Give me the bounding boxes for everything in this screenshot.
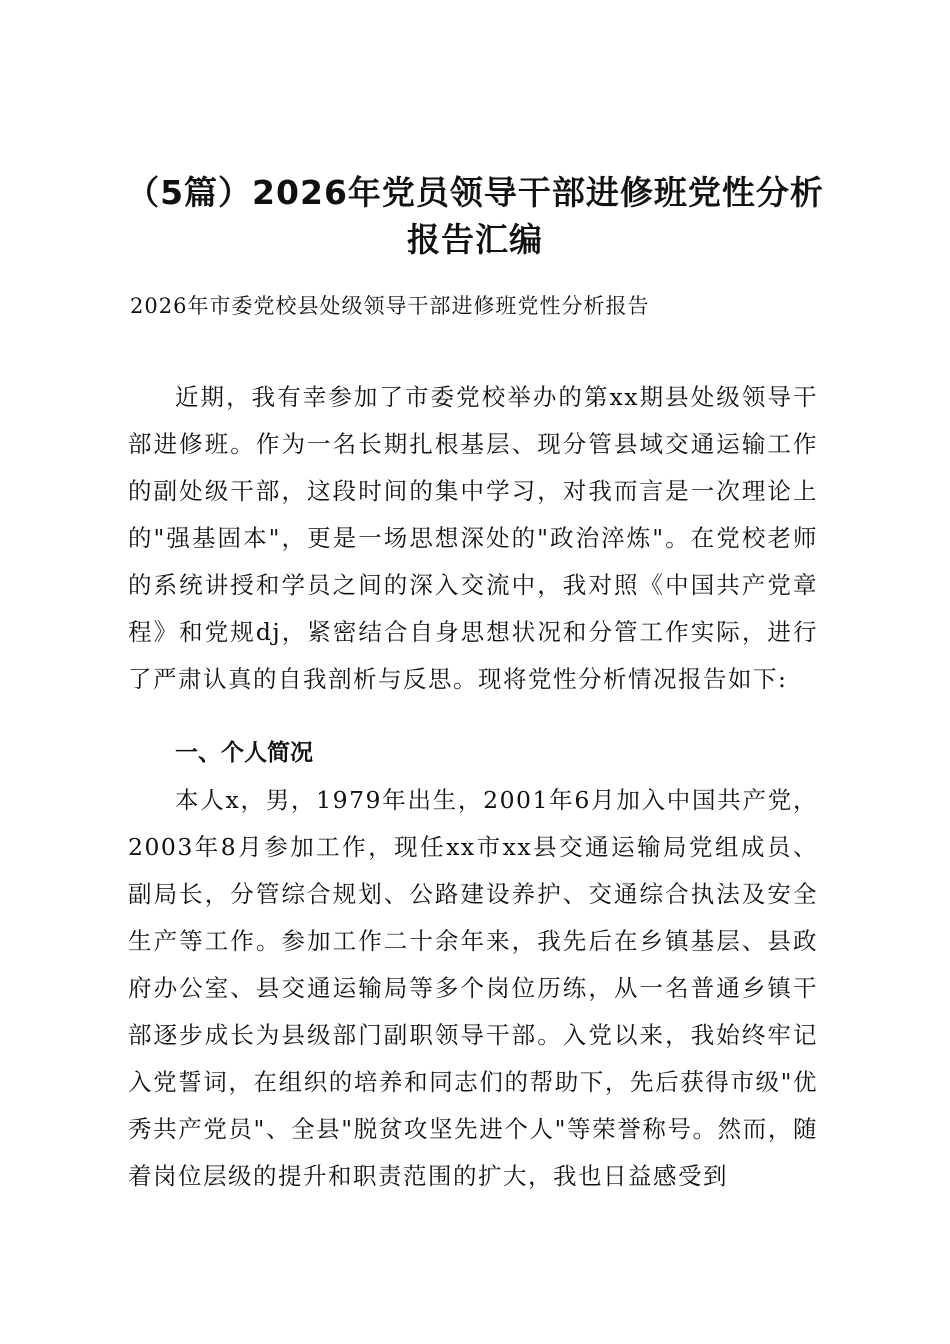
document-title-line-1: （5篇）2026年党员领导干部进修班党性分析 [126, 173, 824, 212]
personal-profile-paragraph: 本人x，男，1979年出生，2001年6月加入中国共产党，2003年8月参加工作，现任xx市xx县交通运输局党组成员、副局长，分管综合规划、公路建设养护、交通综合执法及安全生产等工作。参加工作二十余年来，我先后在乡镇基层、县政府办公室、县交通运输局等多个岗位历练，从一名普通乡镇干部逐步成长为县级部门副职领导干部。入党以来，我始终牢记入党誓词，在组织的培养和同志们的帮助下，先后获得市级"优秀共产党员"、全县"脱贫攻坚先进个人"等荣誉称号。然而，随着岗位层级的提升和职责范围的扩大，我也日益感受到 [128, 786, 818, 1190]
document-title-line-2: 报告汇编 [407, 220, 543, 259]
section-heading-personal-profile: 一、个人简况 [175, 740, 313, 766]
intro-paragraph: 近期，我有幸参加了市委党校举办的第xx期县处级领导干部进修班。作为一名长期扎根基层、现分管县域交通运输工作的副处级干部，这段时间的集中学习，对我而言是一次理论上的"强基固本"，更是一场思想深处的"政治淬炼"。在党校老师的系统讲授和学员之间的深入交流中，我对照《中国共产党章程》和党规dj，紧密结合自身思想状况和分管工作实际，进行了严肃认真的自我剖析与反思。现将党性分析情况报告如下: [128, 383, 818, 693]
document-subtitle: 2026年市委党校县处级领导干部进修班党性分析报告 [130, 294, 650, 318]
